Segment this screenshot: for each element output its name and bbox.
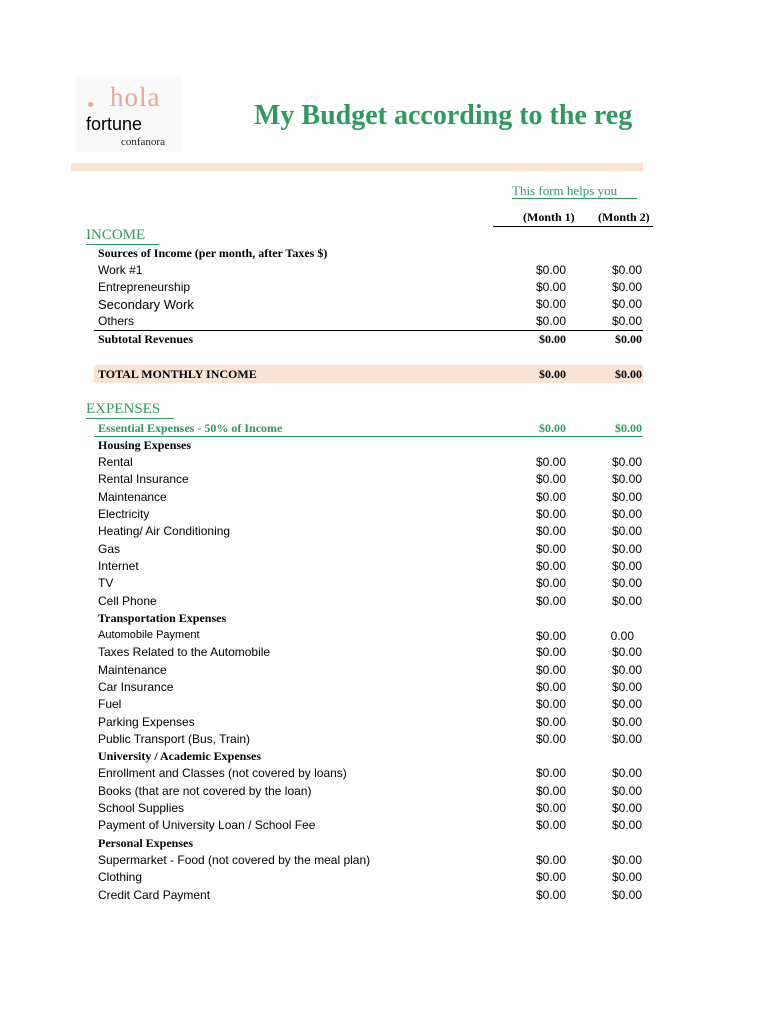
essential-month2: $0.00 (615, 421, 642, 435)
transportation-expenses-header (0, 610, 768, 627)
month1-value[interactable]: $0.00 (535, 629, 566, 643)
subtotal-label: Subtotal Revenues (98, 332, 194, 346)
month1-value[interactable]: $0.00 (535, 888, 566, 902)
table-row (0, 471, 768, 488)
table-row (0, 593, 768, 610)
month1-value[interactable]: $0.00 (535, 663, 566, 677)
table-row (0, 541, 768, 558)
month2-value[interactable]: $0.00 (611, 542, 642, 556)
month2-value[interactable]: $0.00 (611, 263, 642, 277)
table-row (0, 817, 768, 834)
month2-value[interactable]: $0.00 (611, 490, 642, 504)
month1-value[interactable]: $0.00 (535, 472, 566, 486)
row-label: Parking Expenses (98, 715, 195, 729)
month1-value[interactable]: $0.00 (535, 594, 566, 608)
month2-value[interactable]: $0.00 (611, 645, 642, 659)
month1-header: (Month 1) (523, 210, 575, 224)
month2-value[interactable]: $0.00 (611, 507, 642, 521)
essential-expenses-label: Essential Expenses - 50% of Income (98, 421, 283, 435)
month2-value[interactable]: $0.00 (611, 801, 642, 815)
subtotal-month1: $0.00 (539, 332, 566, 346)
month1-value[interactable]: $0.00 (535, 766, 566, 780)
month1-value[interactable]: $0.00 (535, 559, 566, 573)
table-row (0, 489, 768, 506)
month1-value[interactable]: $0.00 (535, 715, 566, 729)
table-row (0, 523, 768, 540)
month1-value[interactable]: $0.00 (535, 314, 566, 328)
month1-value[interactable]: $0.00 (535, 507, 566, 521)
logo-fortune-text: fortune (86, 114, 143, 134)
month2-value[interactable]: $0.00 (611, 280, 642, 294)
month2-value[interactable]: $0.00 (611, 663, 642, 677)
row-label: Fuel (98, 697, 122, 711)
expenses-heading: EXPENSES (86, 401, 174, 419)
month2-value[interactable]: $0.00 (611, 576, 642, 590)
month1-value[interactable]: $0.00 (535, 697, 566, 711)
month2-value[interactable]: $0.00 (611, 766, 642, 780)
row-label: TV (98, 576, 114, 590)
total-income-row (0, 366, 768, 383)
table-row (0, 644, 768, 661)
personal-expenses-header (0, 835, 768, 852)
table-row (0, 313, 768, 330)
housing-expenses-header (0, 437, 768, 454)
housing-expenses-label: Housing Expenses (98, 438, 192, 452)
row-label: Gas (98, 542, 121, 556)
month2-value[interactable]: $0.00 (611, 472, 642, 486)
logo-confanora-text: confanora (121, 136, 165, 148)
table-row (0, 869, 768, 886)
page-title: My Budget according to the reg (254, 100, 633, 131)
month1-value[interactable]: $0.00 (535, 870, 566, 884)
table-row (0, 262, 768, 279)
month1-value[interactable]: $0.00 (535, 524, 566, 538)
row-label: Payment of University Loan / School Fee (98, 818, 316, 832)
month2-value[interactable]: $0.00 (611, 594, 642, 608)
transportation-expenses-label: Transportation Expenses (98, 611, 227, 625)
row-label: Rental (98, 455, 133, 469)
month2-value[interactable]: $0.00 (611, 697, 642, 711)
row-label: Internet (98, 559, 139, 573)
row-label: Books (that are not covered by the loan) (98, 784, 312, 798)
month1-value[interactable]: $0.00 (535, 645, 566, 659)
month1-value[interactable]: $0.00 (535, 784, 566, 798)
month2-value[interactable]: $0.00 (611, 524, 642, 538)
row-label: Car Insurance (98, 680, 174, 694)
table-row (0, 454, 768, 471)
income-sources-row (0, 245, 768, 262)
title-divider-bar (71, 163, 643, 171)
table-row (0, 296, 768, 313)
table-row (0, 679, 768, 696)
row-label: Work #1 (98, 263, 143, 277)
table-row (0, 575, 768, 592)
essential-month1: $0.00 (539, 421, 566, 435)
month2-value[interactable]: $0.00 (611, 297, 642, 311)
month1-value[interactable]: $0.00 (535, 818, 566, 832)
month1-value[interactable]: $0.00 (535, 853, 566, 867)
row-label: Taxes Related to the Automobile (98, 645, 271, 659)
table-row (0, 800, 768, 817)
month1-value[interactable]: $0.00 (535, 455, 566, 469)
essential-expenses-row (0, 420, 768, 437)
table-row (0, 852, 768, 869)
row-label: Entrepreneurship (98, 280, 191, 294)
month2-value[interactable]: $0.00 (611, 559, 642, 573)
table-row (0, 783, 768, 800)
row-label: Public Transport (Bus, Train) (98, 732, 251, 746)
logo-dot-icon (88, 102, 93, 107)
month2-value[interactable]: $0.00 (611, 784, 642, 798)
logo-hola-text: hola (110, 82, 161, 112)
row-label: Heating/ Air Conditioning (98, 524, 231, 538)
table-row (0, 627, 768, 644)
month2-value[interactable]: $0.00 (611, 732, 642, 746)
month1-value[interactable]: $0.00 (535, 801, 566, 815)
month2-value[interactable]: $0.00 (611, 314, 642, 328)
month2-value[interactable]: $0.00 (611, 888, 642, 902)
month2-value[interactable]: $0.00 (611, 715, 642, 729)
month1-value[interactable]: $0.00 (535, 263, 566, 277)
row-label: Automobile Payment (98, 629, 200, 641)
table-row (0, 731, 768, 748)
row-label: Maintenance (98, 663, 167, 677)
form-note: This form helps you (512, 183, 637, 199)
month1-value[interactable]: $0.00 (535, 680, 566, 694)
month2-value[interactable]: 0.00 (610, 629, 634, 643)
row-label: Electricity (98, 507, 150, 521)
month2-value[interactable]: $0.00 (611, 870, 642, 884)
month1-value[interactable]: $0.00 (535, 280, 566, 294)
month-column-headers (493, 210, 653, 227)
table-row (0, 506, 768, 523)
row-label: Cell Phone (98, 594, 157, 608)
row-label: Maintenance (98, 490, 167, 504)
university-expenses-label: University / Academic Expenses (98, 749, 261, 763)
row-label: Supermarket - Food (not covered by the meal plan) (98, 853, 371, 867)
month2-header: (Month 2) (598, 210, 650, 224)
total-income-label: TOTAL MONTHLY INCOME (98, 367, 257, 381)
month2-value[interactable]: $0.00 (611, 455, 642, 469)
table-row (0, 279, 768, 296)
month1-value[interactable]: $0.00 (535, 732, 566, 746)
month1-value[interactable]: $0.00 (535, 490, 566, 504)
row-label: Rental Insurance (98, 472, 189, 486)
subtotal-month2: $0.00 (615, 332, 642, 346)
month1-value[interactable]: $0.00 (535, 542, 566, 556)
table-row (0, 887, 768, 904)
month2-value[interactable]: $0.00 (611, 853, 642, 867)
row-label: Credit Card Payment (98, 888, 211, 902)
row-label: School Supplies (98, 801, 185, 815)
personal-expenses-label: Personal Expenses (98, 836, 194, 850)
month2-value[interactable]: $0.00 (611, 680, 642, 694)
row-label: Enrollment and Classes (not covered by loans) (98, 766, 347, 780)
university-expenses-header (0, 748, 768, 765)
table-row (0, 558, 768, 575)
total-income-month2: $0.00 (615, 367, 642, 381)
table-row (0, 662, 768, 679)
table-row (0, 696, 768, 713)
month1-value[interactable]: $0.00 (535, 576, 566, 590)
row-label: Others (98, 314, 135, 328)
table-row (0, 714, 768, 731)
row-label: Clothing (98, 870, 143, 884)
hola-fortune-logo (76, 76, 182, 152)
row-label: Secondary Work (98, 297, 194, 312)
month2-value[interactable]: $0.00 (611, 818, 642, 832)
month1-value[interactable]: $0.00 (535, 297, 566, 311)
income-sources-label: Sources of Income (per month, after Taxes $) (98, 246, 328, 260)
income-heading: INCOME (86, 227, 159, 245)
table-row (0, 765, 768, 782)
subtotal-row (0, 331, 768, 348)
total-income-month1: $0.00 (539, 367, 566, 381)
